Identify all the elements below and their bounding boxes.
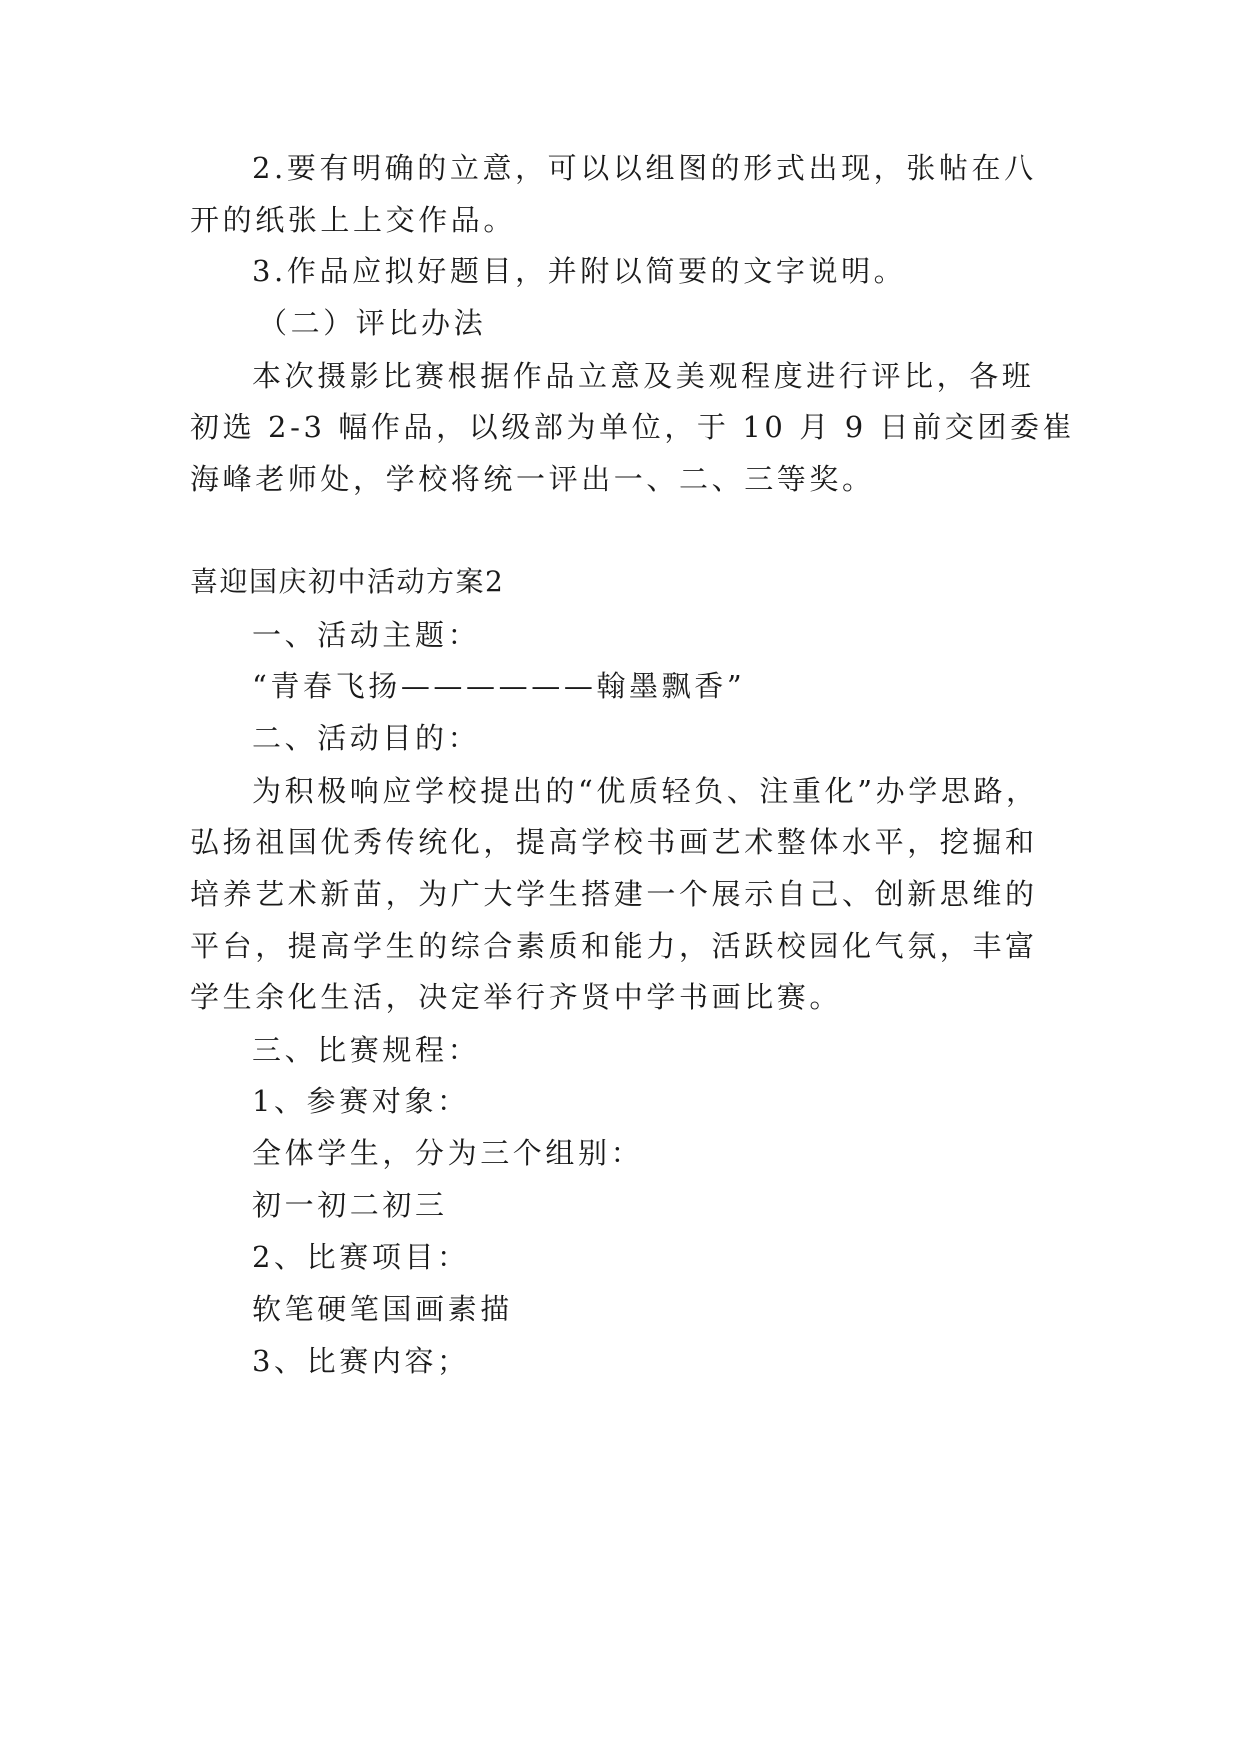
document-title: 喜迎国庆初中活动方案2 [190, 565, 505, 598]
list-item: 1、参赛对象： [252, 1084, 470, 1118]
list-item: 2、比赛项目： [252, 1240, 470, 1274]
section-subheading: （二）评比办法 [258, 306, 487, 340]
paragraph-line: 初选 2-3 幅作品，以级部为单位，于 10 月 9 日前交团委崔 [190, 410, 1076, 444]
list-item: 初一初二初三 [252, 1188, 448, 1222]
paragraph-line: 弘扬祖国优秀传统化，提高学校书画艺术整体水平，挖掘和 [190, 825, 1038, 859]
theme-quote: “青春飞扬——————翰墨飘香” [252, 669, 746, 703]
section-heading: 三、比赛规程： [252, 1033, 481, 1067]
paragraph-line: 平台，提高学生的综合素质和能力，活跃校园化气氛，丰富 [190, 929, 1038, 963]
paragraph-line: 学生余化生活，决定举行齐贤中学书画比赛。 [190, 980, 843, 1014]
section-heading: 二、活动目的： [252, 721, 481, 755]
section-heading: 一、活动主题： [252, 618, 481, 652]
paragraph-line: 为积极响应学校提出的“优质轻负、注重化”办学思路， [252, 774, 1039, 808]
paragraph-line: 培养艺术新苗，为广大学生搭建一个展示自己、创新思维的 [190, 877, 1038, 911]
paragraph-line: 2.要有明确的立意，可以以组图的形式出现，张帖在八 [252, 151, 1037, 185]
list-item: 3、比赛内容； [252, 1344, 470, 1378]
paragraph-line: 开的纸张上上交作品。 [190, 203, 517, 237]
paragraph-line: 本次摄影比赛根据作品立意及美观程度进行评比，各班 [252, 359, 1035, 393]
list-item: 全体学生，分为三个组别： [252, 1136, 644, 1170]
list-item: 软笔硬笔国画素描 [252, 1292, 513, 1326]
paragraph-line: 海峰老师处，学校将统一评出一、二、三等奖。 [190, 462, 875, 496]
paragraph-line: 3.作品应拟好题目，并附以简要的文字说明。 [252, 254, 907, 288]
